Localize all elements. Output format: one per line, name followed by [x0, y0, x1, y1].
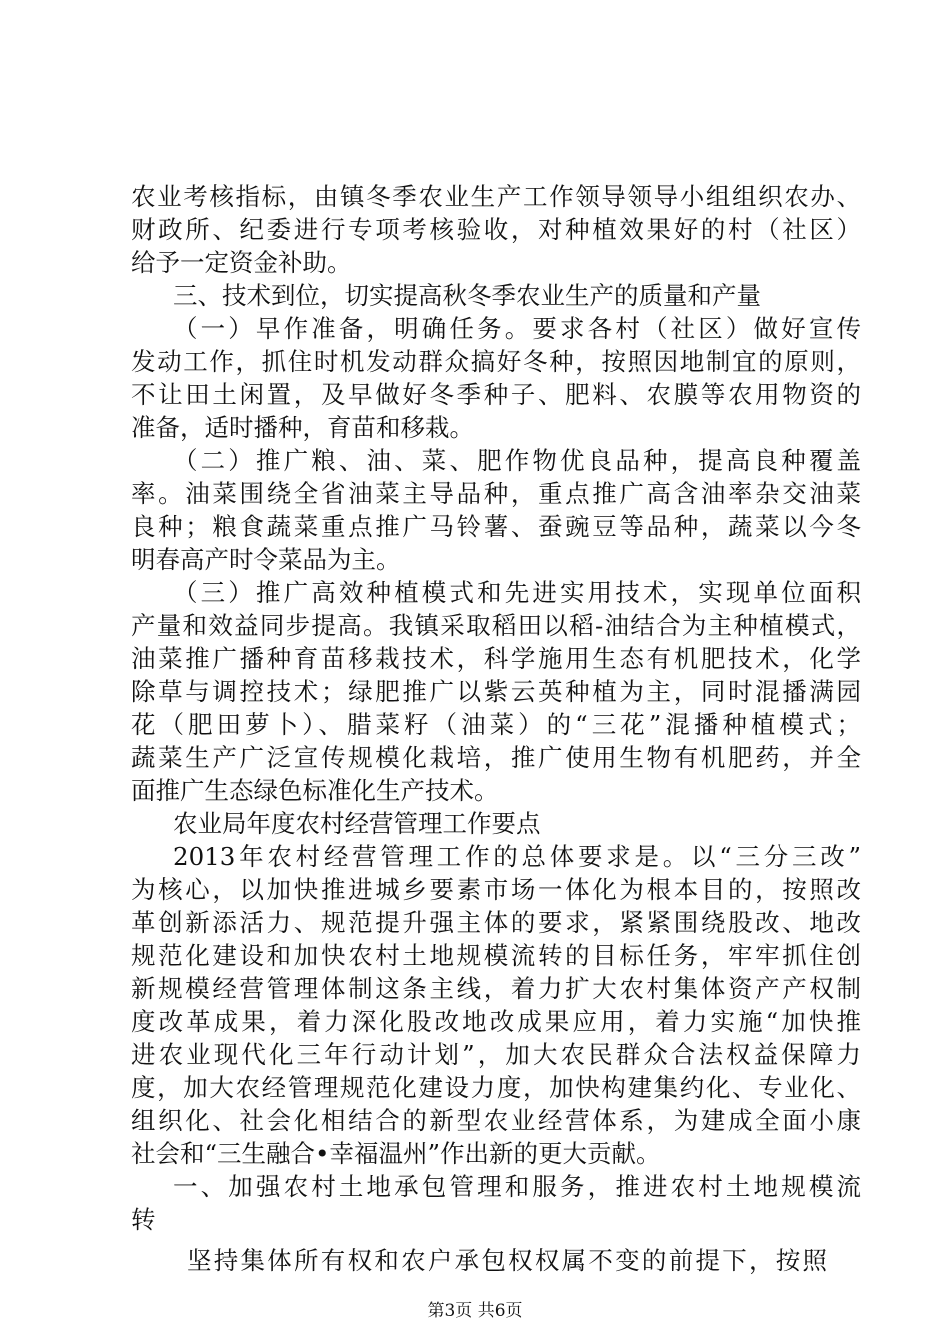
- text-line: （三）推广高效种植模式和先进实用技术，实现单位面积: [173, 578, 861, 607]
- text-line: 面推广生态绿色标准化生产技术。: [131, 776, 499, 805]
- text-line: （一）早作准备，明确任务。要求各村（社区）做好宣传: [173, 314, 861, 343]
- text-line: 转: [131, 1205, 156, 1234]
- text-line: 发动工作，抓住时机发动群众搞好冬种，按照因地制宜的原则，: [131, 347, 861, 376]
- text-line: 2013年农村经营管理工作的总体要求是。以“三分三改”: [173, 842, 861, 871]
- text-line: 组织化、社会化相结合的新型农业经营体系，为建成全面小康: [131, 1106, 861, 1135]
- text-line: 率。油菜围绕全省油菜主导品种，重点推广高含油率杂交油菜: [131, 479, 861, 508]
- text-line: 蔬菜生产广泛宣传规模化栽培，推广使用生物有机肥药，并全: [131, 743, 861, 772]
- text-line: 规范化建设和加快农村土地规模流转的目标任务，牢牢抓住创: [131, 941, 861, 970]
- text-line: 农业考核指标，由镇冬季农业生产工作领导领导小组组织农办、: [131, 182, 861, 211]
- text-line: 除草与调控技术；绿肥推广以紫云英种植为主，同时混播满园: [131, 677, 861, 706]
- page-number-footer: 第3页 共6页: [427, 1301, 523, 1321]
- section-heading: 一、加强农村土地承包管理和服务，推进农村土地规模流: [173, 1172, 861, 1201]
- text-line: 坚持集体所有权和农户承包权权属不变的前提下，按照: [187, 1246, 827, 1275]
- text-line: 度，加大农经管理规范化建设力度，加快构建集约化、专业化、: [131, 1073, 861, 1102]
- text-line: 产量和效益同步提高。我镇采取稻田以稻-油结合为主种植模式，: [131, 611, 861, 640]
- text-line: 革创新添活力、规范提升强主体的要求，紧紧围绕股改、地改: [131, 908, 861, 937]
- text-line: 准备，适时播种，育苗和移栽。: [131, 413, 474, 442]
- text-line: 良种；粮食蔬菜重点推广马铃薯、蚕豌豆等品种，蔬菜以今冬: [131, 512, 861, 541]
- section-heading: 三、技术到位，切实提高秋冬季农业生产的质量和产量: [173, 281, 761, 310]
- text-line: 财政所、纪委进行专项考核验收，对种植效果好的村（社区）: [131, 215, 861, 244]
- text-line: 新规模经营管理体制这条主线，着力扩大农村集体资产产权制: [131, 974, 861, 1003]
- text-line: 明春高产时令菜品为主。: [131, 545, 401, 574]
- text-line: （二）推广粮、油、菜、肥作物优良品种，提高良种覆盖: [173, 446, 861, 475]
- document-title: 农业局年度农村经营管理工作要点: [173, 809, 541, 838]
- text-line: 油菜推广播种育苗移栽技术，科学施用生态有机肥技术，化学: [131, 644, 861, 673]
- text-line: 为核心，以加快推进城乡要素市场一体化为根本目的，按照改: [131, 875, 861, 904]
- text-line: 进农业现代化三年行动计划”，加大农民群众合法权益保障力: [131, 1040, 861, 1069]
- text-line: 给予一定资金补助。: [131, 248, 352, 277]
- text-line: 社会和“三生融合•幸福温州”作出新的更大贡献。: [131, 1139, 661, 1168]
- text-line: 不让田土闲置，及早做好冬季种子、肥料、农膜等农用物资的: [131, 380, 861, 409]
- text-line: 度改革成果，着力深化股改地改成果应用，着力实施“加快推: [131, 1007, 861, 1036]
- text-line: 花（肥田萝卜）、腊菜籽（油菜）的“三花”混播种植模式；: [131, 710, 861, 739]
